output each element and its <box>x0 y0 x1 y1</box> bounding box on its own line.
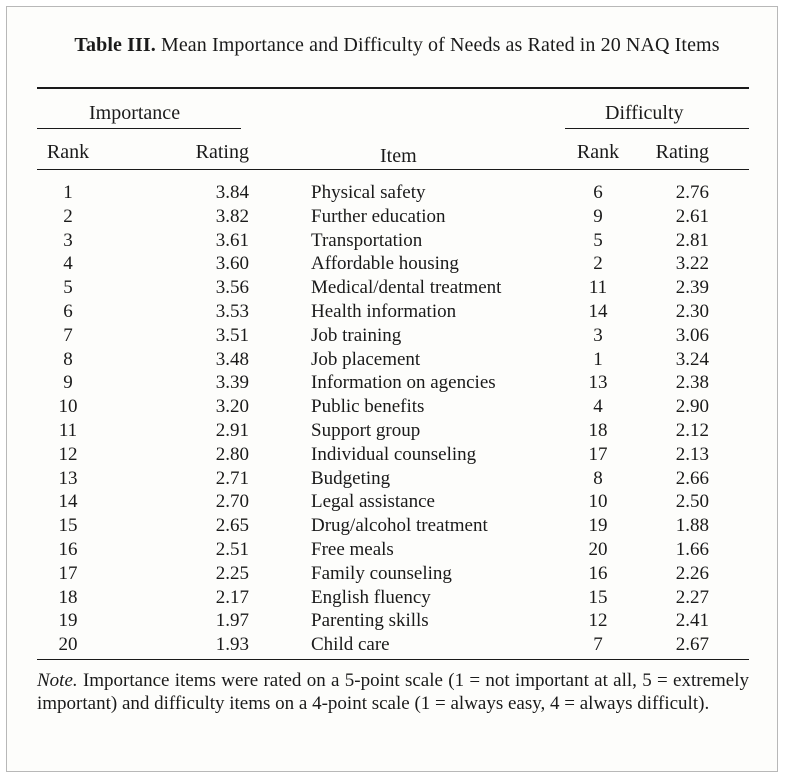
item-cell: Information on agencies <box>311 372 496 394</box>
importance-rank-cell: 8 <box>63 348 73 370</box>
importance-rating-cell: 2.65 <box>215 515 249 537</box>
item-cell: Individual counseling <box>311 443 477 465</box>
importance-rank-cell: 14 <box>58 491 78 513</box>
difficulty-rank-cell: 7 <box>593 634 603 656</box>
difficulty-rank-cell: 13 <box>588 372 608 394</box>
difficulty-rating-cell: 2.27 <box>675 586 709 608</box>
difficulty-rank-cell: 11 <box>588 277 608 299</box>
difficulty-rating-cell: 2.30 <box>675 301 709 322</box>
difficulty-rank-cell: 4 <box>593 396 603 418</box>
difficulty-rank-cell: 14 <box>588 301 608 322</box>
importance-rank-cell: 1 <box>63 182 73 203</box>
col-header-difficulty-rating: Rating <box>655 141 709 163</box>
difficulty-rating-cell: 2.90 <box>675 396 709 418</box>
importance-rating-cell: 2.80 <box>215 443 249 465</box>
top-rule <box>37 87 749 89</box>
importance-rank-cell: 2 <box>63 205 73 227</box>
difficulty-rating-cell: 3.22 <box>675 253 709 275</box>
item-cell: Parenting skills <box>311 610 429 632</box>
item-cell: Medical/dental treatment <box>311 277 502 299</box>
importance-rating-cell: 2.51 <box>215 539 249 560</box>
importance-rating-cell: 3.82 <box>215 205 249 227</box>
difficulty-rank-cell: 12 <box>588 610 608 632</box>
difficulty-rating-cell: 1.88 <box>675 515 709 537</box>
importance-rank-cell: 4 <box>63 253 73 275</box>
importance-rating-cell: 2.70 <box>215 491 249 513</box>
difficulty-rank-cell: 15 <box>588 586 608 608</box>
difficulty-rank-cell: 6 <box>593 182 603 203</box>
difficulty-rating-cell: 2.13 <box>675 443 709 465</box>
importance-rating-cell: 3.60 <box>215 253 249 275</box>
importance-rank-cell: 3 <box>63 229 73 251</box>
bottom-rule <box>37 659 749 660</box>
importance-rating-cell: 3.48 <box>215 348 249 370</box>
difficulty-rating-cell: 2.76 <box>675 182 709 203</box>
item-cell: Legal assistance <box>311 491 435 513</box>
importance-rank-cell: 13 <box>58 467 78 489</box>
item-cell: Budgeting <box>311 467 391 489</box>
importance-rank-cell: 18 <box>58 586 78 608</box>
item-cell: Support group <box>311 420 421 441</box>
importance-rating-cell: 2.17 <box>215 586 249 608</box>
difficulty-rating-cell: 2.67 <box>675 634 709 656</box>
difficulty-rating-cell: 2.12 <box>675 420 709 441</box>
difficulty-rank-cell: 18 <box>588 420 608 441</box>
note-text: Importance items were rated on a 5-point scale (1 = not important at all, 5 = extremely important) and difficulty items on a 4-point scale (1 = always easy, 4 = always difficult). <box>37 670 749 714</box>
difficulty-rank-cell: 17 <box>588 443 608 465</box>
difficulty-rank-cell: 19 <box>588 515 608 537</box>
difficulty-rank-cell: 20 <box>588 539 608 560</box>
item-cell: Transportation <box>311 229 423 251</box>
item-cell: Public benefits <box>311 396 425 418</box>
importance-rank-cell: 20 <box>58 634 78 656</box>
item-cell: Job training <box>311 324 402 346</box>
difficulty-rank-cell: 8 <box>593 467 603 489</box>
difficulty-rank-cell: 16 <box>588 562 608 584</box>
importance-rank-cell: 11 <box>58 420 78 441</box>
importance-rank-cell: 16 <box>58 539 78 560</box>
item-cell: Family counseling <box>311 562 452 584</box>
item-cell: Free meals <box>311 539 394 560</box>
importance-rating-cell: 1.97 <box>215 610 249 632</box>
importance-rating-cell: 2.71 <box>215 467 249 489</box>
importance-rating-cell: 3.84 <box>215 182 249 203</box>
importance-rating-cell: 2.25 <box>215 562 249 584</box>
table-caption-text: Mean Importance and Difficulty of Needs as Rated in 20 NAQ Items <box>160 34 720 56</box>
table-note <box>37 669 749 715</box>
importance-rating-cell: 3.39 <box>215 372 249 394</box>
importance-rank-cell: 7 <box>63 324 73 346</box>
difficulty-rank-cell: 10 <box>588 491 608 513</box>
importance-rank-cell: 17 <box>58 562 78 584</box>
item-cell: English fluency <box>311 586 431 608</box>
col-header-importance-rating: Rating <box>195 141 249 163</box>
item-cell: Affordable housing <box>311 253 459 275</box>
difficulty-group-header: Difficulty <box>605 102 684 124</box>
item-cell: Drug/alcohol treatment <box>311 515 488 537</box>
importance-rank-cell: 9 <box>63 372 73 394</box>
col-header-importance-rank: Rank <box>46 141 90 163</box>
difficulty-rating-cell: 2.61 <box>675 205 709 227</box>
note-label: Note. <box>37 670 78 691</box>
importance-rank-cell: 19 <box>58 610 78 632</box>
table-label: Table III. <box>74 34 156 56</box>
importance-rating-cell: 3.56 <box>215 277 249 299</box>
importance-group-header: Importance <box>89 102 181 124</box>
difficulty-rating-cell: 3.06 <box>675 324 709 346</box>
importance-rating-cell: 3.61 <box>215 229 249 251</box>
col-header-item: Item <box>380 145 417 167</box>
difficulty-rating-cell: 1.66 <box>675 539 709 560</box>
difficulty-rank-cell: 1 <box>593 348 603 370</box>
table-caption <box>37 34 757 56</box>
importance-rank-cell: 6 <box>63 301 73 322</box>
item-cell: Further education <box>311 205 446 227</box>
difficulty-rating-cell: 2.26 <box>675 562 709 584</box>
difficulty-rank-cell: 2 <box>593 253 603 275</box>
difficulty-rating-cell: 3.24 <box>675 348 709 370</box>
importance-rank-cell: 5 <box>63 277 73 299</box>
item-cell: Health information <box>311 301 457 322</box>
importance-rating-cell: 1.93 <box>215 634 249 656</box>
header-rule <box>37 169 749 170</box>
difficulty-rating-cell: 2.39 <box>675 277 709 299</box>
item-cell: Job placement <box>311 348 421 370</box>
difficulty-rating-cell: 2.41 <box>675 610 709 632</box>
importance-rating-cell: 3.51 <box>215 324 249 346</box>
col-header-difficulty-rank: Rank <box>576 141 620 163</box>
item-cell: Child care <box>311 634 390 656</box>
difficulty-group-rule <box>565 128 749 129</box>
item-cell: Physical safety <box>311 182 426 203</box>
importance-group-rule <box>37 128 241 129</box>
table-figure <box>6 6 778 772</box>
importance-rank-cell: 15 <box>58 515 78 537</box>
importance-rating-cell: 3.53 <box>215 301 249 322</box>
importance-rank-cell: 10 <box>58 396 78 418</box>
difficulty-rating-cell: 2.38 <box>675 372 709 394</box>
difficulty-rank-cell: 5 <box>593 229 603 251</box>
importance-rating-cell: 2.91 <box>215 420 249 441</box>
difficulty-rating-cell: 2.81 <box>675 229 709 251</box>
difficulty-rating-cell: 2.50 <box>675 491 709 513</box>
difficulty-rank-cell: 9 <box>593 205 603 227</box>
importance-rank-cell: 12 <box>58 443 78 465</box>
difficulty-rank-cell: 3 <box>593 324 603 346</box>
importance-rating-cell: 3.20 <box>215 396 249 418</box>
difficulty-rating-cell: 2.66 <box>675 467 709 489</box>
